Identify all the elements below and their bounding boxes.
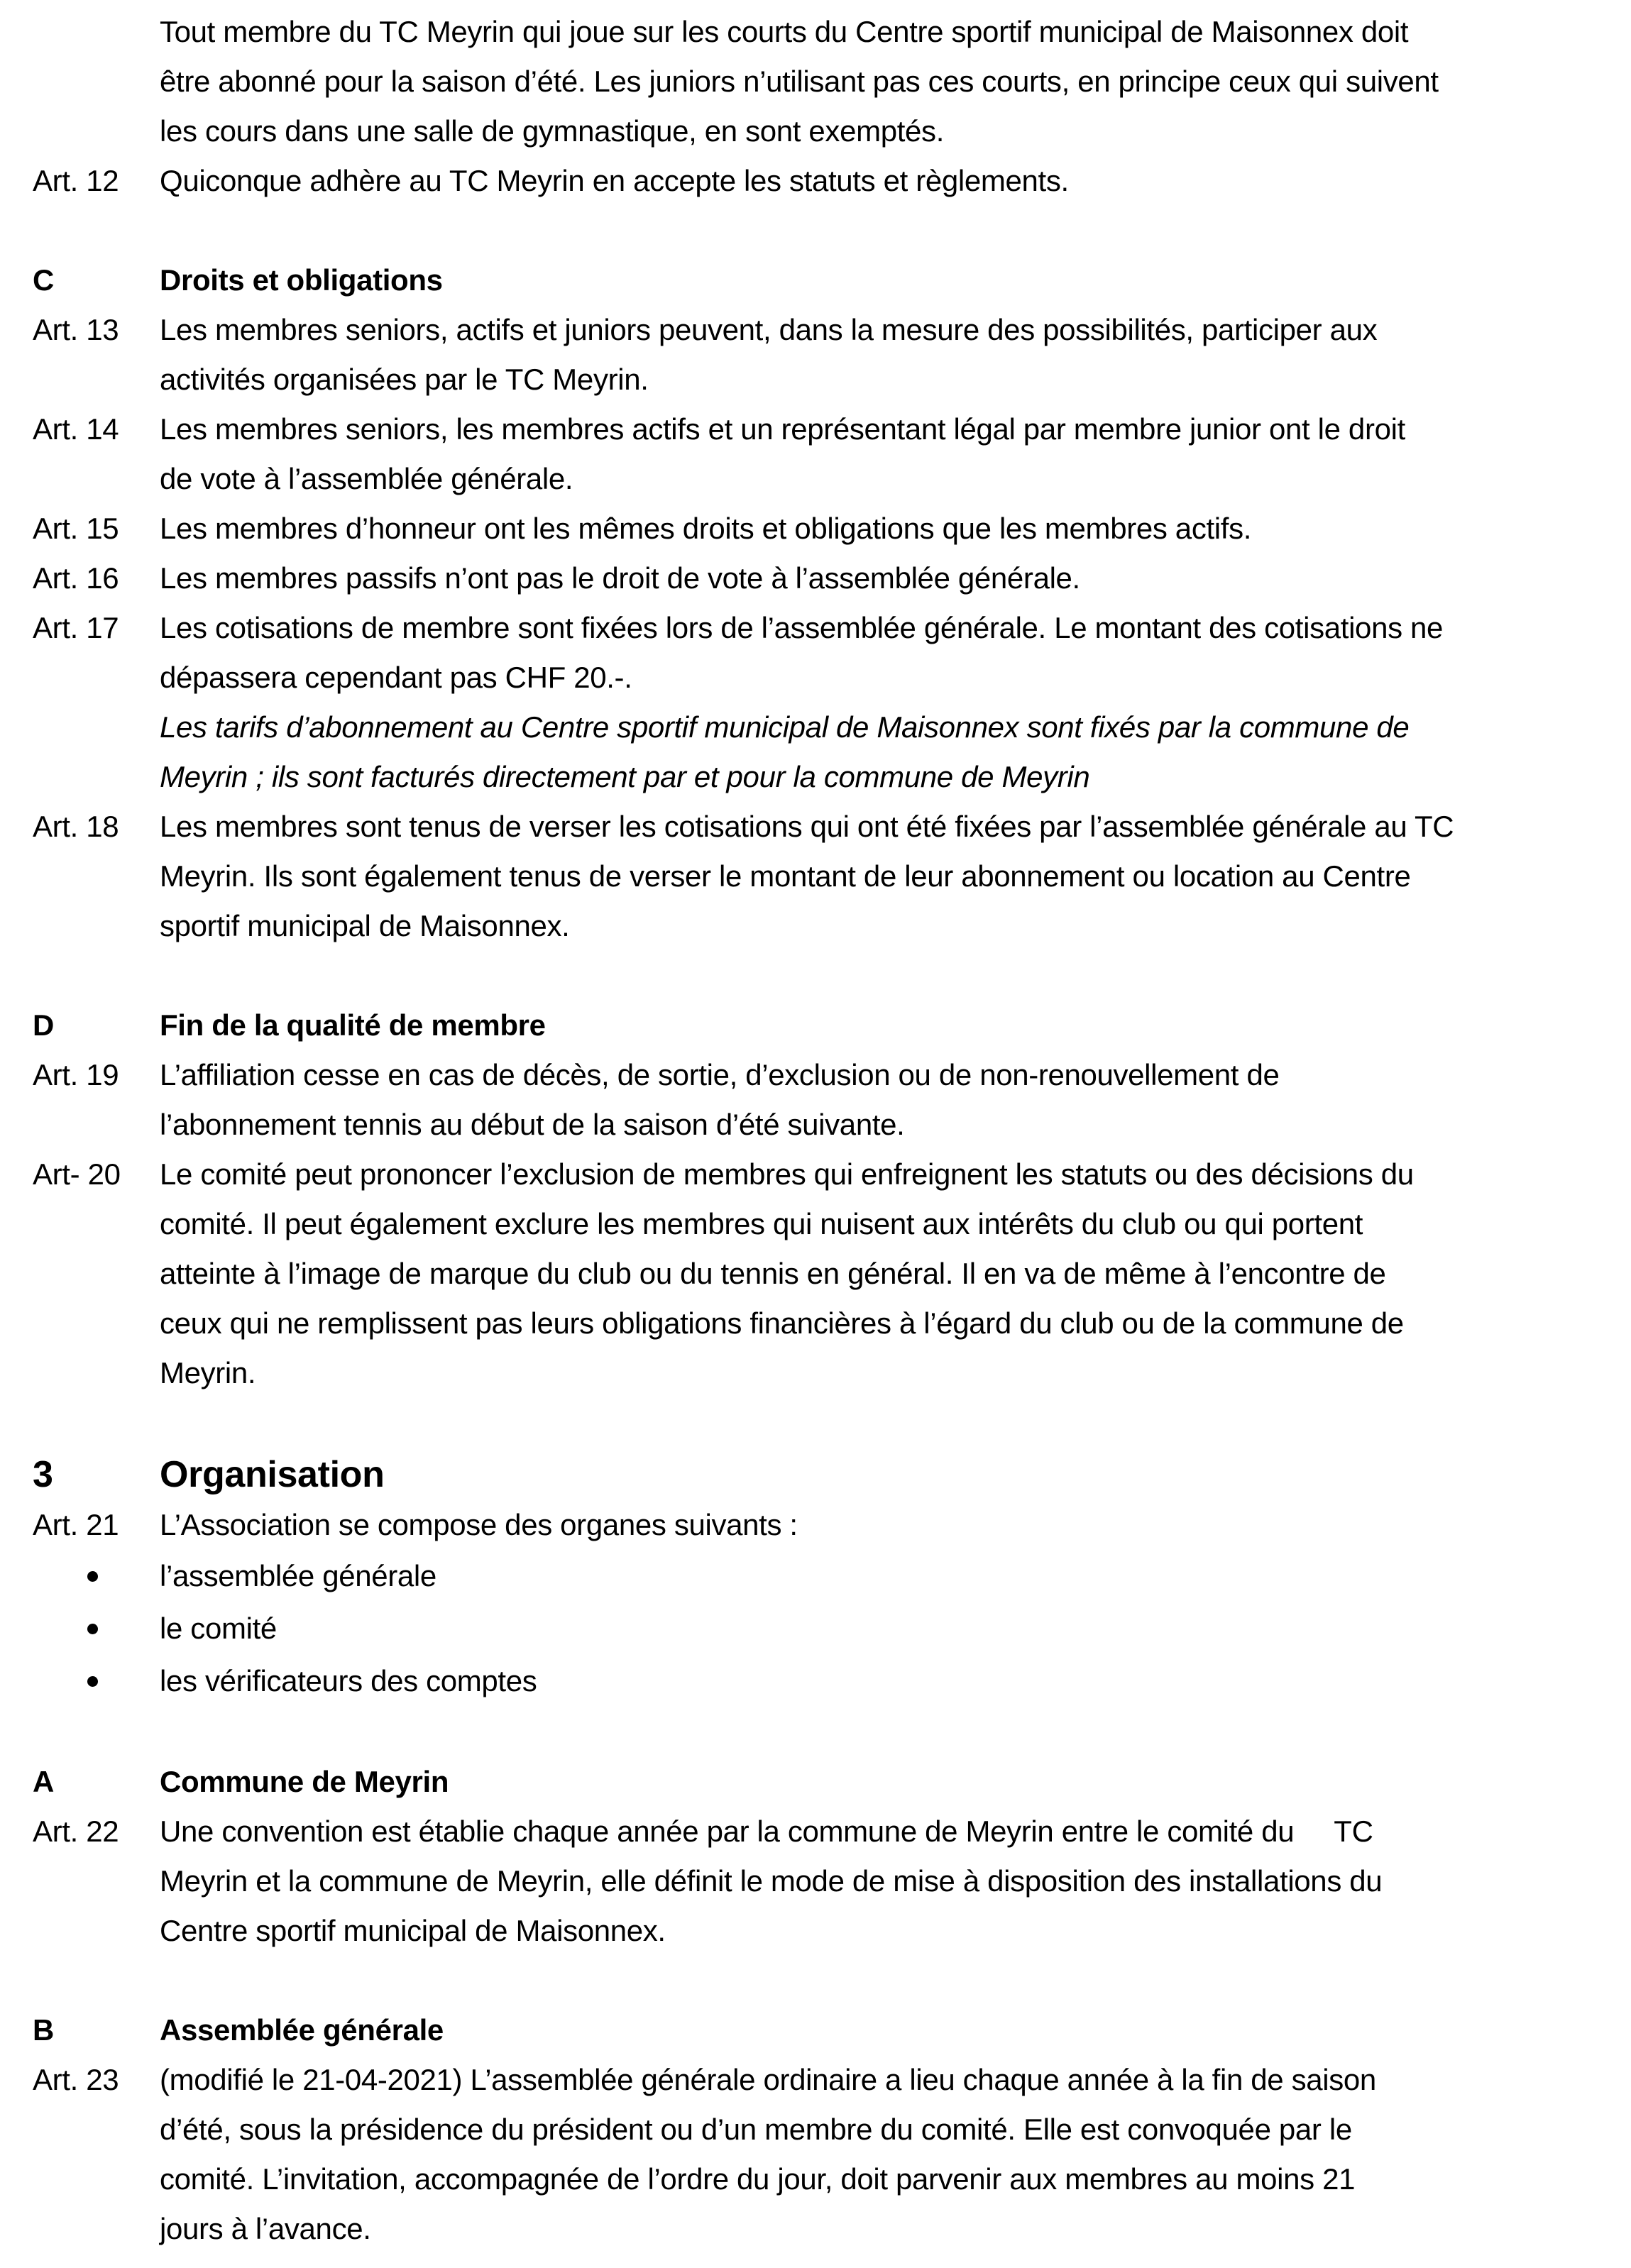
intro-paragraph	[33, 7, 1567, 156]
chapter-number: 3	[33, 1454, 53, 1495]
text-line: activités organisées par le TC Meyrin.	[160, 363, 649, 396]
text-line: Les membres passifs n’ont pas le droit de vote à l’assemblée générale.	[160, 561, 1080, 595]
italic-note-line: Les tarifs d’abonnement au Centre sportif municipal de Maisonnex sont fixés par la commune de	[160, 710, 1410, 744]
section-title: Fin de la qualité de membre	[160, 1008, 546, 1042]
section-title: Commune de Meyrin	[160, 1765, 449, 1798]
text-line: Centre sportif municipal de Maisonnex.	[160, 1914, 666, 1947]
article-17	[33, 603, 1567, 802]
article-number: Art. 17	[33, 611, 119, 644]
text-line: (modifié le 21-04-2021) L’assemblée générale ordinaire a lieu chaque année à la fin de saison	[160, 2063, 1376, 2096]
article-number: Art. 22	[33, 1815, 119, 1848]
text-line: être abonné pour la saison d’été. Les juniors n’utilisant pas ces courts, en principe ceux qui suivent	[160, 65, 1439, 98]
text-line: comité. Il peut également exclure les membres qui nuisent aux intérêts du club ou qui portent	[160, 1207, 1363, 1240]
text-line: Les membres seniors, actifs et juniors peuvent, dans la mesure des possibilités, participer aux	[160, 313, 1378, 346]
text-line: d’été, sous la présidence du président ou d’un membre du comité. Elle est convoquée par le	[160, 2113, 1352, 2146]
bullet-icon	[33, 1550, 160, 1602]
chapter-title: Organisation	[160, 1454, 385, 1495]
bullet-text: les vérificateurs des comptes	[160, 1664, 537, 1697]
article-13	[33, 305, 1567, 404]
article-19	[33, 1050, 1567, 1150]
article-22	[33, 1807, 1567, 1956]
text-line: dépassera cependant pas CHF 20.-.	[160, 661, 632, 694]
text-line: Le comité peut prononcer l’exclusion de membres qui enfreignent les statuts ou des décisions du	[160, 1157, 1414, 1191]
text-line: Meyrin.	[160, 1356, 256, 1389]
text-line: les cours dans une salle de gymnastique, en sont exemptés.	[160, 114, 945, 148]
italic-note-line: Meyrin ; ils sont facturés directement par et pour la commune de Meyrin	[160, 760, 1090, 793]
text-line: Meyrin. Ils sont également tenus de verser le montant de leur abonnement ou location au Centre	[160, 859, 1411, 893]
bullet-text: le comité	[160, 1612, 277, 1645]
section-title: Assemblée générale	[160, 2013, 444, 2047]
bullet-item	[33, 1550, 1567, 1602]
article-number: Art. 19	[33, 1058, 119, 1091]
text-line: Les cotisations de membre sont fixées lors de l’assemblée générale. Le montant des cotisations ne	[160, 611, 1444, 644]
text-fragment: Une convention est établie chaque année par la commune de Meyrin entre le comité du	[160, 1815, 1295, 1848]
text-line: atteinte à l’image de marque du club ou du tennis en général. Il en va de même à l’encontre de	[160, 1257, 1386, 1290]
article-14	[33, 404, 1567, 504]
text-line: Tout membre du TC Meyrin qui joue sur les courts du Centre sportif municipal de Maisonnex doit	[160, 15, 1409, 48]
chapter-heading-3	[33, 1449, 1567, 1500]
section-heading-c	[33, 255, 1567, 305]
text-line: Les membres sont tenus de verser les cotisations qui ont été fixées par l’assemblée générale au TC	[160, 810, 1454, 843]
text-line: Meyrin et la commune de Meyrin, elle définit le mode de mise à disposition des installations du	[160, 1864, 1383, 1898]
section-letter: C	[33, 263, 54, 297]
text-line: jours à l’avance.	[160, 2212, 371, 2245]
section-title: Droits et obligations	[160, 263, 443, 297]
text-line: L’Association se compose des organes suivants :	[160, 1508, 798, 1541]
bullet-icon	[33, 1655, 160, 1707]
section-letter: A	[33, 1765, 54, 1798]
text-line: comité. L’invitation, accompagnée de l’ordre du jour, doit parvenir aux membres au moins 21	[160, 2162, 1356, 2196]
text-line: Les membres d’honneur ont les mêmes droits et obligations que les membres actifs.	[160, 512, 1252, 545]
text-line: L’affiliation cesse en cas de décès, de sortie, d’exclusion ou de non-renouvellement de	[160, 1058, 1280, 1091]
text-line: ceux qui ne remplissent pas leurs obligations financières à l’égard du club ou de la commune de	[160, 1306, 1404, 1340]
section-heading-d	[33, 1001, 1567, 1050]
text-line: Les membres seniors, les membres actifs et un représentant légal par membre junior ont le droit	[160, 412, 1405, 446]
article-20	[33, 1150, 1567, 1398]
article-number: Art. 13	[33, 313, 119, 346]
section-heading-a	[33, 1757, 1567, 1807]
article-number: Art. 18	[33, 810, 119, 843]
bullet-item	[33, 1655, 1567, 1707]
bullet-text: l’assemblée générale	[160, 1559, 436, 1592]
text-line: de vote à l’assemblée générale.	[160, 462, 573, 495]
article-18	[33, 802, 1567, 951]
article-number: Art. 12	[33, 164, 119, 197]
article-number: Art. 23	[33, 2063, 119, 2096]
article-number: Art. 14	[33, 412, 119, 446]
article-23	[33, 2055, 1567, 2254]
text-line: l’abonnement tennis au début de la saison d’été suivante.	[160, 1108, 905, 1141]
article-number: Art. 21	[33, 1508, 119, 1541]
article-number: Art- 20	[33, 1157, 121, 1191]
article-15	[33, 504, 1567, 554]
section-heading-b	[33, 2005, 1567, 2055]
section-letter: D	[33, 1008, 54, 1042]
text-line: sportif municipal de Maisonnex.	[160, 909, 570, 942]
bullet-item	[33, 1602, 1567, 1655]
article-number: Art. 16	[33, 561, 119, 595]
article-21	[33, 1500, 1567, 1550]
section-letter: B	[33, 2013, 54, 2047]
text-line: Quiconque adhère au TC Meyrin en accepte les statuts et règlements.	[160, 164, 1069, 197]
article-16	[33, 554, 1567, 603]
article-number: Art. 15	[33, 512, 119, 545]
bullet-icon	[33, 1602, 160, 1655]
text-line	[160, 1807, 1567, 1856]
text-fragment: TC	[1334, 1815, 1373, 1848]
article-12	[33, 156, 1567, 206]
